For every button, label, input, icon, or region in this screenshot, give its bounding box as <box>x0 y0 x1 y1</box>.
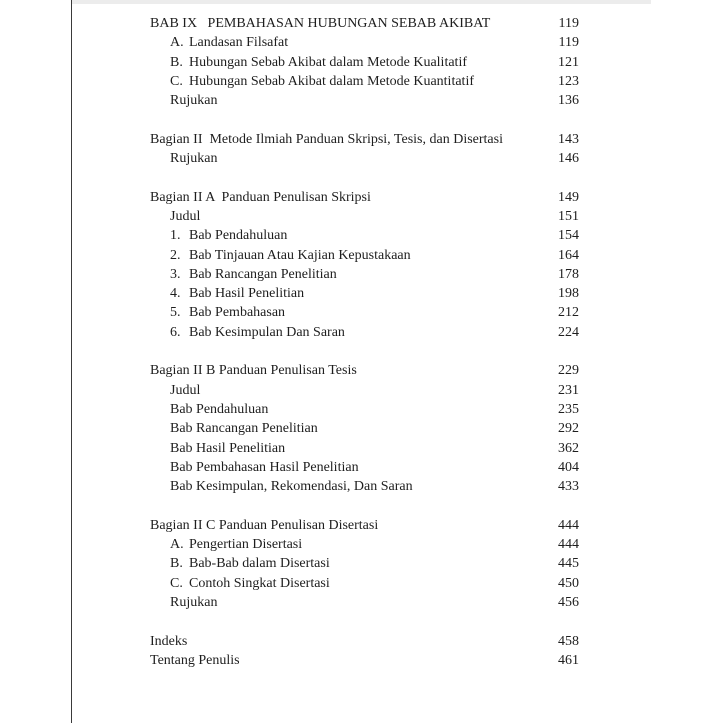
toc-page-number: 154 <box>558 228 579 244</box>
toc-entry-prefix: A. <box>170 35 184 51</box>
toc-page-number: 178 <box>558 266 579 282</box>
toc-page-number: 164 <box>558 247 579 263</box>
toc-entry-label: Rujukan <box>170 93 218 109</box>
toc-page-number: 136 <box>558 93 579 109</box>
toc-entry-prefix: 2. <box>170 247 181 263</box>
toc-entry <box>150 439 579 458</box>
toc-page-number: 121 <box>558 54 579 70</box>
toc-entry <box>150 574 579 593</box>
toc-page-number: 456 <box>558 594 579 610</box>
toc-entry-prefix: 3. <box>170 266 181 282</box>
page-top-edge <box>72 0 651 4</box>
toc-entry-prefix: A. <box>170 537 184 553</box>
toc-entry <box>150 535 579 554</box>
toc-entry <box>150 207 579 226</box>
toc-entry <box>150 284 579 303</box>
toc-page-number: 224 <box>558 324 579 340</box>
toc-entry <box>150 303 579 322</box>
toc-page-number: 444 <box>558 517 579 533</box>
toc-entry <box>150 149 579 168</box>
table-of-contents <box>150 14 579 670</box>
toc-page-number: 461 <box>558 652 579 668</box>
toc-heading <box>150 632 579 651</box>
toc-heading-label: BAB IX PEMBAHASAN HUBUNGAN SEBAB AKIBAT <box>150 16 491 31</box>
toc-entry-prefix: C. <box>170 73 183 89</box>
spacer <box>150 168 579 187</box>
toc-entry <box>150 400 579 419</box>
toc-entry-label: Bab Rancangan Penelitian <box>170 421 318 437</box>
toc-entry-label: Bab-Bab dalam Disertasi <box>189 556 330 572</box>
toc-entry-prefix: 1. <box>170 228 181 244</box>
toc-page-number: 231 <box>558 382 579 398</box>
toc-entry-label: Pengertian Disertasi <box>189 537 303 553</box>
toc-entry-label: Bab Kesimpulan Dan Saran <box>189 324 345 340</box>
toc-entry-label: Contoh Singkat Disertasi <box>189 575 330 591</box>
toc-page-number: 119 <box>558 16 579 31</box>
toc-entry-prefix: B. <box>170 556 183 572</box>
toc-entry <box>150 381 579 400</box>
toc-page-number: 445 <box>558 556 579 572</box>
toc-entry-label: Judul <box>170 208 201 224</box>
toc-entry <box>150 419 579 438</box>
toc-page-number: 229 <box>558 363 579 379</box>
toc-heading <box>150 130 579 149</box>
toc-page-number: 433 <box>558 479 579 495</box>
toc-page-number: 151 <box>558 208 579 224</box>
toc-entry-label: Bab Pendahuluan <box>170 401 269 417</box>
toc-entry-label: Bab Tinjauan Atau Kajian Kepustakaan <box>189 247 411 263</box>
toc-page-number: 198 <box>558 286 579 302</box>
toc-entry <box>150 246 579 265</box>
spacer <box>150 496 579 515</box>
toc-page-number: 212 <box>558 305 579 321</box>
toc-heading-label: Bagian II B Panduan Penulisan Tesis <box>150 363 357 379</box>
toc-entry-label: Rujukan <box>170 151 218 167</box>
toc-page-number: 404 <box>558 459 579 475</box>
toc-heading-label: Bagian II C Panduan Penulisan Disertasi <box>150 517 379 533</box>
toc-entry <box>150 323 579 342</box>
toc-heading <box>150 516 579 535</box>
toc-entry-label: Bab Hasil Penelitian <box>170 440 286 456</box>
toc-entry <box>150 53 579 72</box>
toc-entry <box>150 554 579 573</box>
toc-heading-label: Indeks <box>150 633 188 649</box>
toc-entry-prefix: 4. <box>170 286 181 302</box>
spacer <box>150 612 579 631</box>
toc-entry-prefix: C. <box>170 575 183 591</box>
toc-entry-label: Bab Rancangan Penelitian <box>189 266 337 282</box>
toc-page-number: 143 <box>558 131 579 147</box>
toc-entry <box>150 226 579 245</box>
toc-entry-label: Hubungan Sebab Akibat dalam Metode Kualitatif <box>189 54 467 70</box>
toc-entry <box>150 72 579 91</box>
toc-entry-label: Bab Pendahuluan <box>189 228 288 244</box>
toc-entry-label: Rujukan <box>170 594 218 610</box>
toc-page-number: 119 <box>558 35 579 51</box>
toc-heading <box>150 651 579 670</box>
toc-page-number: 149 <box>558 189 579 205</box>
toc-page-number: 458 <box>558 633 579 649</box>
toc-heading-label: Bagian II A Panduan Penulisan Skripsi <box>150 189 371 205</box>
toc-entry-label: Landasan Filsafat <box>189 35 289 51</box>
toc-entry-label: Judul <box>170 382 201 398</box>
toc-entry-label: Bab Pembahasan <box>189 305 286 321</box>
toc-heading <box>150 14 579 33</box>
toc-page-number: 362 <box>558 440 579 456</box>
toc-entry <box>150 91 579 110</box>
toc-page-number: 292 <box>558 421 579 437</box>
toc-entry <box>150 458 579 477</box>
toc-entry <box>150 477 579 496</box>
toc-entry <box>150 593 579 612</box>
toc-entry <box>150 265 579 284</box>
toc-page-number: 444 <box>558 537 579 553</box>
toc-entry-label: Bab Hasil Penelitian <box>189 286 305 302</box>
toc-heading <box>150 188 579 207</box>
toc-entry-label: Hubungan Sebab Akibat dalam Metode Kuantitatif <box>189 73 474 89</box>
toc-heading-label: Bagian II Metode Ilmiah Panduan Skripsi, Tesis, dan Disertasi <box>150 131 503 147</box>
toc-entry-label: Bab Kesimpulan, Rekomendasi, Dan Saran <box>170 479 413 495</box>
toc-entry-label: Bab Pembahasan Hasil Penelitian <box>170 459 359 475</box>
toc-entry <box>150 33 579 52</box>
spacer <box>150 342 579 361</box>
toc-entry-prefix: 6. <box>170 324 181 340</box>
toc-heading <box>150 361 579 380</box>
toc-page-number: 450 <box>558 575 579 591</box>
toc-heading-label: Tentang Penulis <box>150 652 240 668</box>
toc-page-number: 146 <box>558 151 579 167</box>
toc-page-number: 235 <box>558 401 579 417</box>
toc-entry-prefix: 5. <box>170 305 181 321</box>
toc-entry-prefix: B. <box>170 54 183 70</box>
page-left-border <box>71 0 72 723</box>
toc-page-number: 123 <box>558 73 579 89</box>
spacer <box>150 110 579 129</box>
